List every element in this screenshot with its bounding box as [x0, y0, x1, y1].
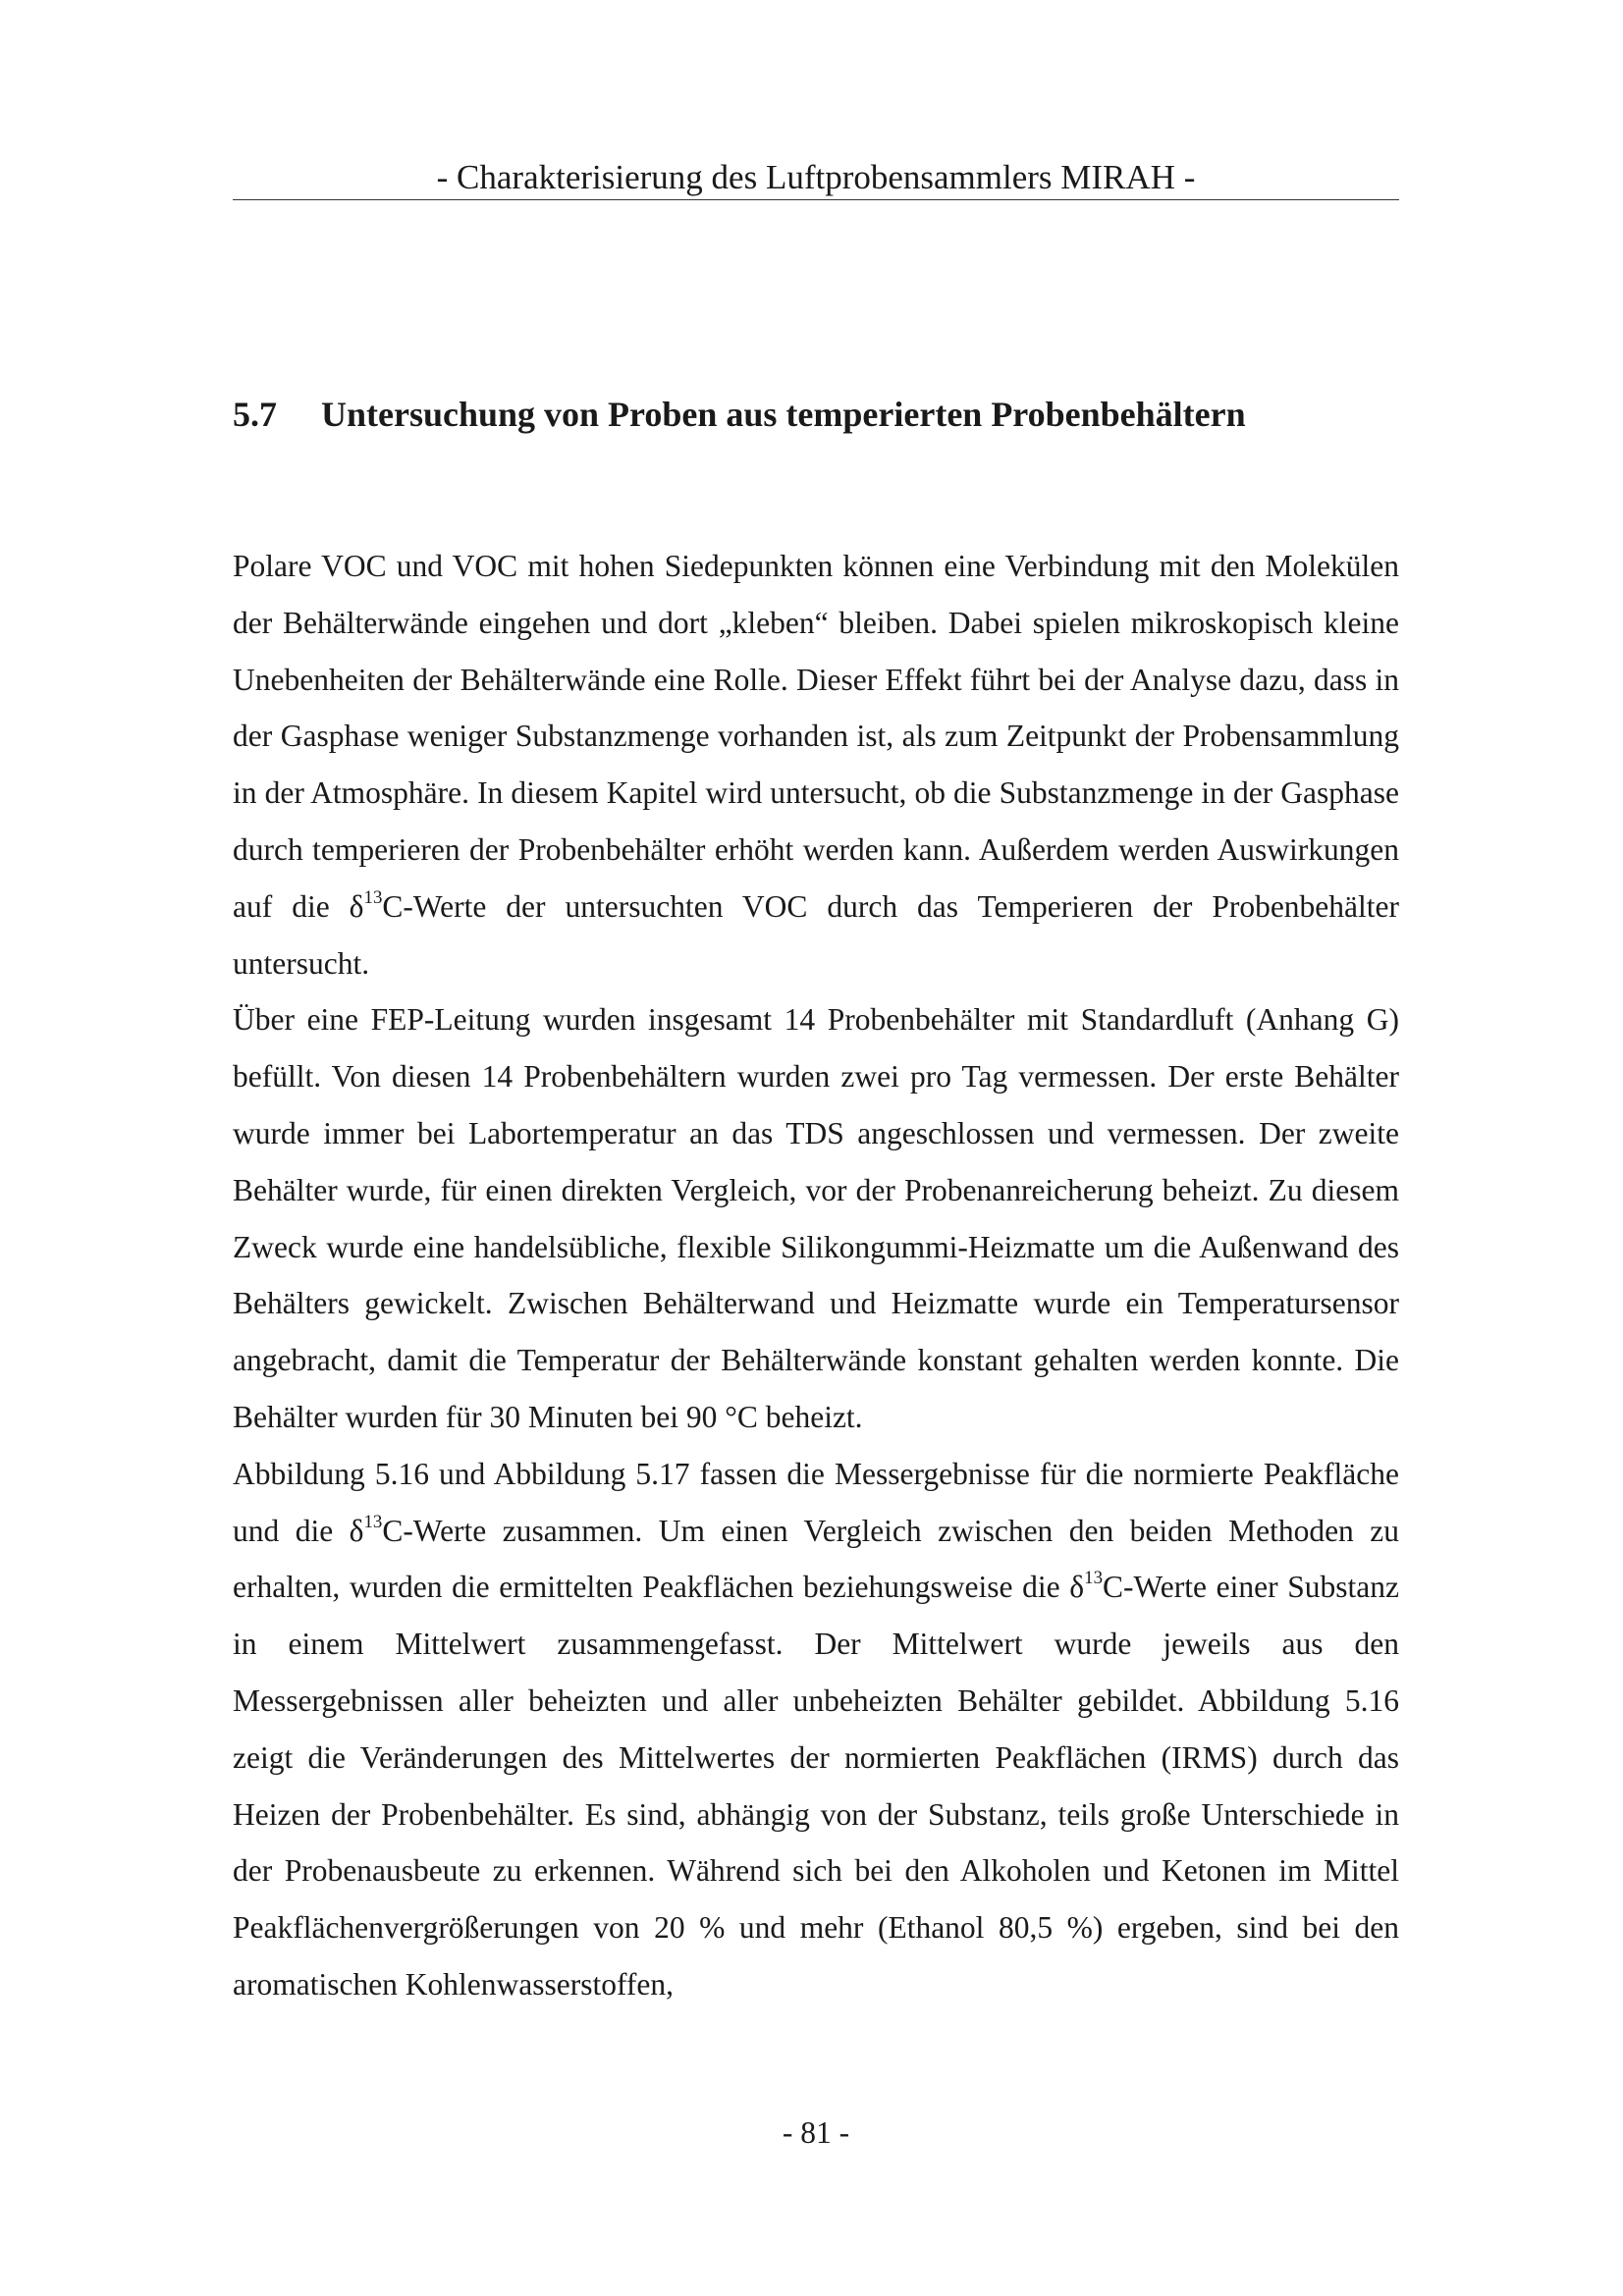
running-header: - Charakterisierung des Luftprobensammlers MIRAH - [436, 158, 1196, 196]
page-number: - 81 - [782, 2115, 850, 2150]
isotope-superscript: 13 [363, 886, 383, 908]
header-rule [233, 199, 1399, 200]
paragraph-1-part-b: C-Werte der untersuchten VOC durch das Temperieren der Probenbehälter untersucht. [233, 888, 1399, 981]
paragraph-3-part-b: C-Werte zusammen. Um einen Vergleich zwischen den beiden Methoden zu erhalten, wurden die ermittelten Peakflächen beziehungsweise die δ [233, 1513, 1399, 1605]
paragraph-3 [233, 1446, 1399, 2013]
paragraph-2: Über eine FEP-Leitung wurden insgesamt 14 Probenbehälter mit Standardluft (Anhang G) befüllt. Von diesen 14 Probenbehältern wurden zwei pro Tag vermessen. Der erste Behälter wurde immer bei Labortemperatur an das TDS angeschlossen und vermessen. Der zweite Behälter wurde, für einen direkten Vergleich, vor der Probenanreicherung beheizt. Zu diesem Zweck wurde eine handelsübliche, flexible Silikongummi-Heizmatte um die Außenwand des Behälters gewickelt. Zwischen Behälterwand und Heizmatte wurde ein Temperatursensor angebracht, damit die Temperatur der Behälterwände konstant gehalten werden konnte. Die Behälter wurden für 30 Minuten bei 90 °C beheizt. [233, 1002, 1399, 1434]
paragraph-1 [233, 538, 1399, 991]
paragraph-3-part-c: C-Werte einer Substanz in einem Mittelwert zusammengefasst. Der Mittelwert wurde jeweils aus den Messergebnissen aller beheizten und aller unbeheizten Behälter gebildet. Abbildung 5.16 zeigt die Veränderungen des Mittelwertes der normierten Peakflächen (IRMS) durch das Heizen der Probenbehälter. Es sind, abhängig von der Substanz, teils große Unterschiede in der Probenausbeute zu erkennen. Während sich bei den Alkoholen und Ketonen im Mittel Peakflächenvergrößerungen von 20 % und mehr (Ethanol 80,5 %) ergeben, sind bei den aromatischen Kohlenwasserstoffen, [233, 1570, 1400, 2002]
section-heading [233, 391, 1399, 438]
body-text [233, 538, 1399, 2013]
paragraph-3-part-a: Abbildung 5.16 und Abbildung 5.17 fassen die Messergebnisse für die normierte Peakfläche und die δ [233, 1456, 1399, 1548]
isotope-superscript: 13 [1084, 1568, 1104, 1589]
paragraph-1-part-a: Polare VOC und VOC mit hohen Siedepunkten können eine Verbindung mit den Molekülen der Behälterwände eingehen und dort „kleben“ bleiben. Dabei spielen mikroskopisch kleine Unebenheiten der Behälterwände eine Rolle. Dieser Effekt führt bei der Analyse dazu, dass in der Gasphase weniger Substanzmenge vorhanden ist, als zum Zeitpunkt der Probensammlung in der Atmosphäre. In diesem Kapitel wird untersucht, ob die Substanzmenge in der Gasphase durch temperieren der Probenbehälter erhöht werden kann. Außerdem werden Auswirkungen auf die δ [233, 549, 1399, 924]
isotope-superscript: 13 [363, 1511, 383, 1532]
section-title: Untersuchung von Proben aus temperierten Probenbehältern [321, 395, 1246, 434]
section-number: 5.7 [233, 395, 277, 434]
